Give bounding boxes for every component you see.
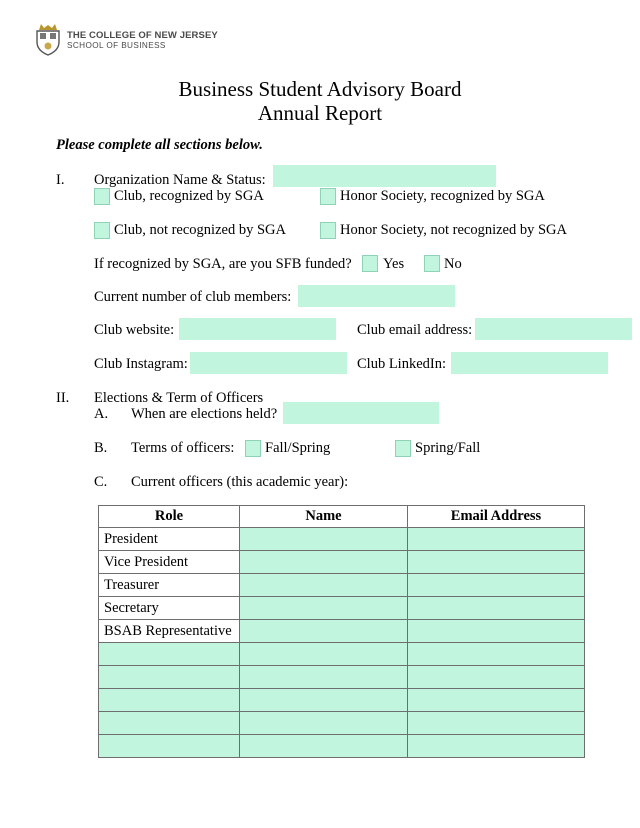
- email-cell-input[interactable]: [408, 528, 585, 551]
- honor-recognized-checkbox[interactable]: [320, 188, 336, 205]
- sfb-yes-checkbox[interactable]: [362, 255, 378, 272]
- item-a-letter: A.: [94, 406, 109, 422]
- club-not-recognized-label: Club, not recognized by SGA: [114, 222, 286, 238]
- club-email-input[interactable]: [475, 318, 632, 340]
- sfb-yes-label: Yes: [383, 256, 405, 272]
- role-cell-input[interactable]: [99, 712, 240, 735]
- role-cell-input[interactable]: [99, 689, 240, 712]
- instagram-input[interactable]: [190, 352, 347, 374]
- table-row: [99, 689, 585, 712]
- sfb-question: If recognized by SGA, are you SFB funded?: [94, 256, 352, 272]
- fall-spring-label: Fall/Spring: [265, 440, 331, 456]
- org-name-label: Organization Name & Status:: [94, 172, 266, 188]
- name-cell-input[interactable]: [240, 551, 408, 574]
- name-cell-input[interactable]: [240, 597, 408, 620]
- email-cell-input[interactable]: [408, 574, 585, 597]
- honor-recognized-label: Honor Society, recognized by SGA: [340, 188, 545, 204]
- elections-input[interactable]: [283, 402, 439, 424]
- email-cell-input[interactable]: [408, 551, 585, 574]
- members-input[interactable]: [298, 285, 455, 307]
- table-row: [99, 551, 585, 574]
- org-name-input[interactable]: [273, 165, 496, 187]
- name-cell-input[interactable]: [240, 620, 408, 643]
- table-row: [99, 574, 585, 597]
- linkedin-label: Club LinkedIn:: [357, 356, 447, 372]
- email-cell-input[interactable]: [408, 666, 585, 689]
- sfb-no-checkbox[interactable]: [424, 255, 440, 272]
- email-cell-input[interactable]: [408, 620, 585, 643]
- page-title: Business Student Advisory Board: [178, 77, 462, 101]
- email-cell-input[interactable]: [408, 689, 585, 712]
- logo-college-name: THE COLLEGE OF NEW JERSEY: [67, 30, 218, 41]
- honor-not-recognized-label: Honor Society, not recognized by SGA: [340, 222, 567, 238]
- fall-spring-checkbox[interactable]: [245, 440, 261, 457]
- terms-label: Terms of officers:: [131, 440, 235, 456]
- role-cell-input[interactable]: [99, 735, 240, 758]
- role-cell: Treasurer: [99, 574, 240, 597]
- name-cell-input[interactable]: [240, 643, 408, 666]
- website-input[interactable]: [179, 318, 336, 340]
- club-not-recognized-checkbox[interactable]: [94, 222, 110, 239]
- role-cell: Vice President: [99, 551, 240, 574]
- role-cell-input[interactable]: [99, 643, 240, 666]
- role-cell: BSAB Representative: [99, 620, 240, 643]
- spring-fall-label: Spring/Fall: [415, 440, 481, 456]
- instagram-label: Club Instagram:: [94, 356, 188, 372]
- name-cell-input[interactable]: [240, 712, 408, 735]
- email-cell-input[interactable]: [408, 597, 585, 620]
- role-header: Role: [99, 506, 240, 528]
- club-recognized-label: Club, recognized by SGA: [114, 188, 264, 204]
- page-subtitle: Annual Report: [257, 101, 383, 125]
- role-cell: President: [99, 528, 240, 551]
- section-2-heading: Elections & Term of Officers: [94, 390, 264, 406]
- college-shield-logo: [35, 22, 61, 56]
- table-row: [99, 620, 585, 643]
- item-c-letter: C.: [94, 474, 108, 490]
- role-cell-input[interactable]: [99, 666, 240, 689]
- email-label: Club email address:: [357, 322, 473, 338]
- name-cell-input[interactable]: [240, 735, 408, 758]
- website-label: Club website:: [94, 322, 175, 338]
- members-label: Current number of club members:: [94, 289, 292, 305]
- table-row: [99, 528, 585, 551]
- table-header-row: [99, 506, 585, 528]
- email-cell-input[interactable]: [408, 712, 585, 735]
- email-cell-input[interactable]: [408, 643, 585, 666]
- name-cell-input[interactable]: [240, 528, 408, 551]
- section-1-numeral: I.: [56, 172, 65, 188]
- officers-label: Current officers (this academic year):: [131, 474, 349, 490]
- name-cell-input[interactable]: [240, 689, 408, 712]
- email-header: Email Address: [408, 506, 585, 528]
- sfb-no-label: No: [444, 256, 462, 272]
- officers-table: [98, 505, 585, 758]
- table-row: [99, 643, 585, 666]
- table-row: [99, 735, 585, 758]
- email-cell-input[interactable]: [408, 735, 585, 758]
- table-row: [99, 597, 585, 620]
- club-recognized-checkbox[interactable]: [94, 188, 110, 205]
- spring-fall-checkbox[interactable]: [395, 440, 411, 457]
- honor-not-recognized-checkbox[interactable]: [320, 222, 336, 239]
- name-header: Name: [240, 506, 408, 528]
- role-cell: Secretary: [99, 597, 240, 620]
- item-b-letter: B.: [94, 440, 108, 456]
- name-cell-input[interactable]: [240, 666, 408, 689]
- name-cell-input[interactable]: [240, 574, 408, 597]
- linkedin-input[interactable]: [451, 352, 608, 374]
- table-row: [99, 712, 585, 735]
- instructions: Please complete all sections below.: [56, 137, 263, 153]
- table-row: [99, 666, 585, 689]
- elections-question: When are elections held?: [131, 406, 278, 422]
- logo-school-name: SCHOOL OF BUSINESS: [67, 41, 166, 50]
- section-2-numeral: II.: [56, 390, 70, 406]
